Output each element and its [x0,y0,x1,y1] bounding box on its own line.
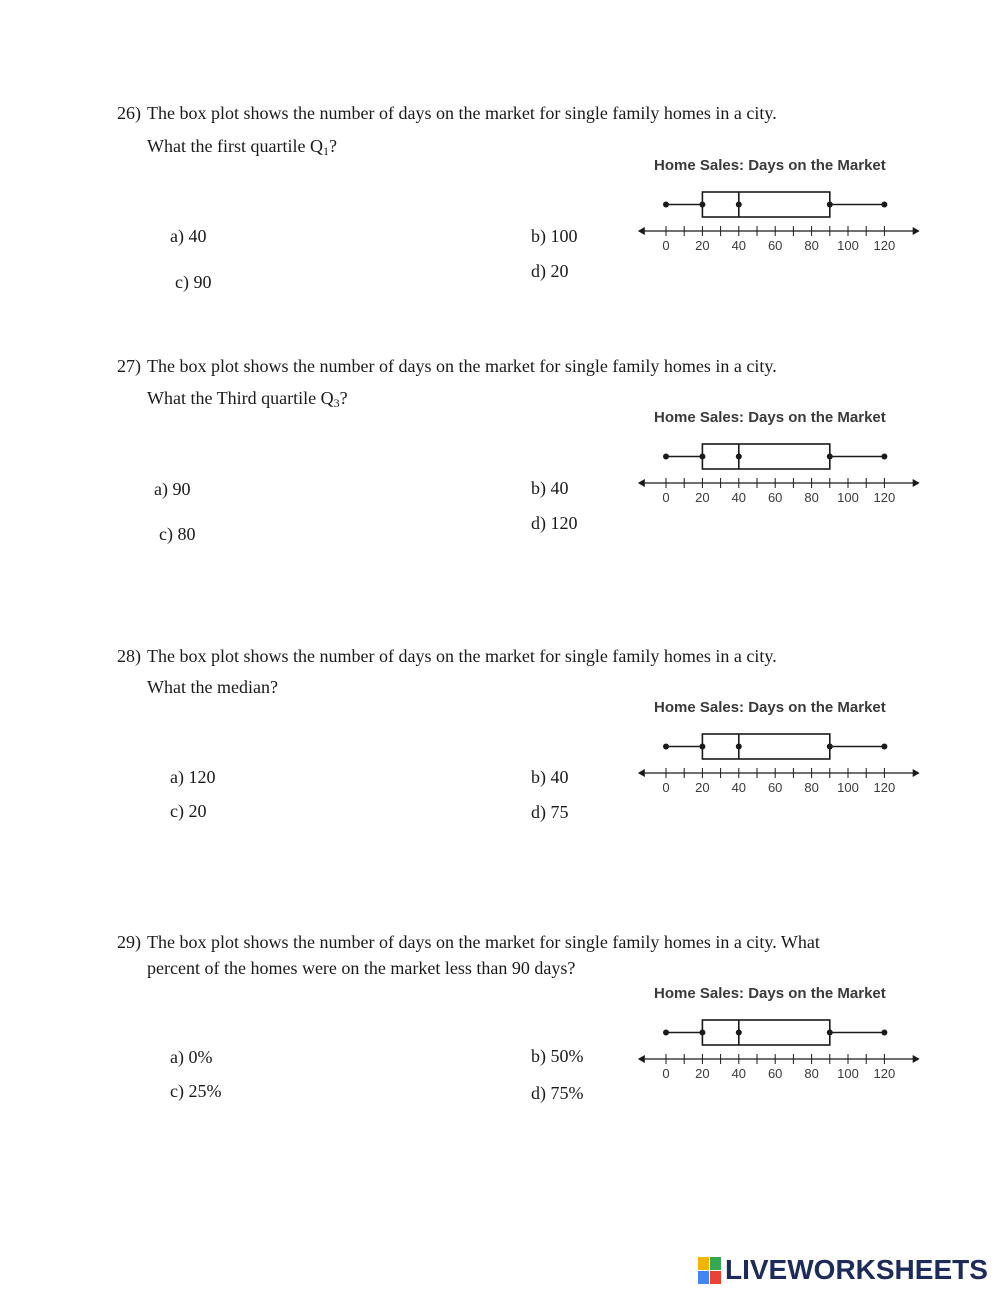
point-min [663,744,669,750]
question-number: 29) [117,932,141,952]
option-d[interactable]: d) 75 [531,802,569,822]
tick-label: 40 [731,238,747,253]
point-median [736,202,742,208]
option-d[interactable]: d) 20 [531,261,569,281]
point-median [736,744,742,750]
question-text-line2: What the median? [147,677,278,697]
question-text-line2: What the first quartile $Q_1$? [147,136,337,158]
option-a[interactable]: a) 120 [170,767,216,787]
point-q3 [827,202,833,208]
box-plot [640,1013,920,1093]
tick-label: 80 [804,490,819,505]
tick-label: 20 [695,238,710,253]
tick-label: 40 [731,780,747,795]
question-text-line2: What the Third quartile $Q_3$? [147,388,348,410]
point-q1 [699,202,705,208]
option-b[interactable]: b) 40 [531,478,569,498]
point-min [663,202,669,208]
point-median [736,454,742,460]
point-q3 [827,744,833,750]
question-text-line2: percent of the homes were on the market less than 90 days? [147,958,576,978]
liveworksheets-logo [698,1255,988,1285]
point-q3 [827,1030,833,1036]
iqr-box [702,734,829,759]
point-q1 [699,744,705,750]
point-q1 [699,1030,705,1036]
tick-label: 60 [767,238,783,253]
option-d[interactable]: d) 75% [531,1083,584,1103]
tick-label: 60 [767,1066,783,1081]
tick-label: 20 [695,1066,710,1081]
option-a[interactable]: a) 40 [170,226,207,246]
tick-label: 80 [804,238,819,253]
box-plot [640,437,920,517]
question-text-line1: The box plot shows the number of days on the market for single family homes in a city. [147,103,777,123]
axis-arrow-right [913,1055,920,1063]
box-plot [640,185,920,265]
tick-label: 60 [767,490,783,505]
question-text-line1: The box plot shows the number of days on the market for single family homes in a city. [147,646,777,666]
tick-label: 100 [837,238,859,253]
axis-arrow-left [638,227,645,235]
tick-label: 0 [662,780,670,795]
question-number: 28) [117,646,141,666]
option-c[interactable]: c) 80 [159,524,196,544]
option-c[interactable]: c) 90 [175,272,212,292]
point-max [881,454,887,460]
option-c[interactable]: c) 20 [170,801,207,821]
tick-label: 80 [804,780,819,795]
point-max [881,744,887,750]
chart-title: Home Sales: Days on the Market [654,157,886,174]
axis-arrow-left [638,479,645,487]
option-c[interactable]: c) 25% [170,1081,222,1101]
tick-label: 20 [695,490,710,505]
axis-arrow-right [913,227,920,235]
point-min [663,454,669,460]
option-a[interactable]: a) 90 [154,479,191,499]
tick-label: 80 [804,1066,819,1081]
option-b[interactable]: b) 40 [531,767,569,787]
tick-label: 0 [662,1066,670,1081]
tick-label: 100 [837,490,859,505]
point-q1 [699,454,705,460]
chart-title: Home Sales: Days on the Market [654,699,886,716]
axis-arrow-right [913,769,920,777]
axis-arrow-left [638,1055,645,1063]
axis-arrow-left [638,769,645,777]
iqr-box [702,1020,829,1045]
point-min [663,1030,669,1036]
axis-arrow-right [913,479,920,487]
tick-label: 120 [873,238,896,253]
point-max [881,1030,887,1036]
option-a[interactable]: a) 0% [170,1047,213,1067]
tick-label: 100 [837,1066,859,1081]
logo-mark-icon [698,1257,721,1284]
logo-text: LIVEWORKSHEETS [725,1254,988,1285]
box-plot [640,727,920,807]
question-text-line1: The box plot shows the number of days on the market for single family homes in a city. What [147,932,820,952]
tick-label: 60 [767,780,783,795]
question-text-line1: The box plot shows the number of days on the market for single family homes in a city. [147,356,777,376]
tick-label: 40 [731,1066,747,1081]
tick-label: 0 [662,238,670,253]
question-number: 26) [117,103,141,123]
tick-label: 0 [662,490,670,505]
point-q3 [827,454,833,460]
iqr-box [702,192,829,217]
option-b[interactable]: b) 50% [531,1046,584,1066]
tick-label: 120 [873,780,896,795]
chart-title: Home Sales: Days on the Market [654,985,886,1002]
point-median [736,1030,742,1036]
option-d[interactable]: d) 120 [531,513,578,533]
chart-title: Home Sales: Days on the Market [654,409,886,426]
tick-label: 100 [837,780,859,795]
tick-label: 40 [731,490,747,505]
point-max [881,202,887,208]
iqr-box [702,444,829,469]
option-b[interactable]: b) 100 [531,226,578,246]
tick-label: 120 [873,490,896,505]
question-number: 27) [117,356,141,376]
tick-label: 120 [873,1066,896,1081]
tick-label: 20 [695,780,710,795]
